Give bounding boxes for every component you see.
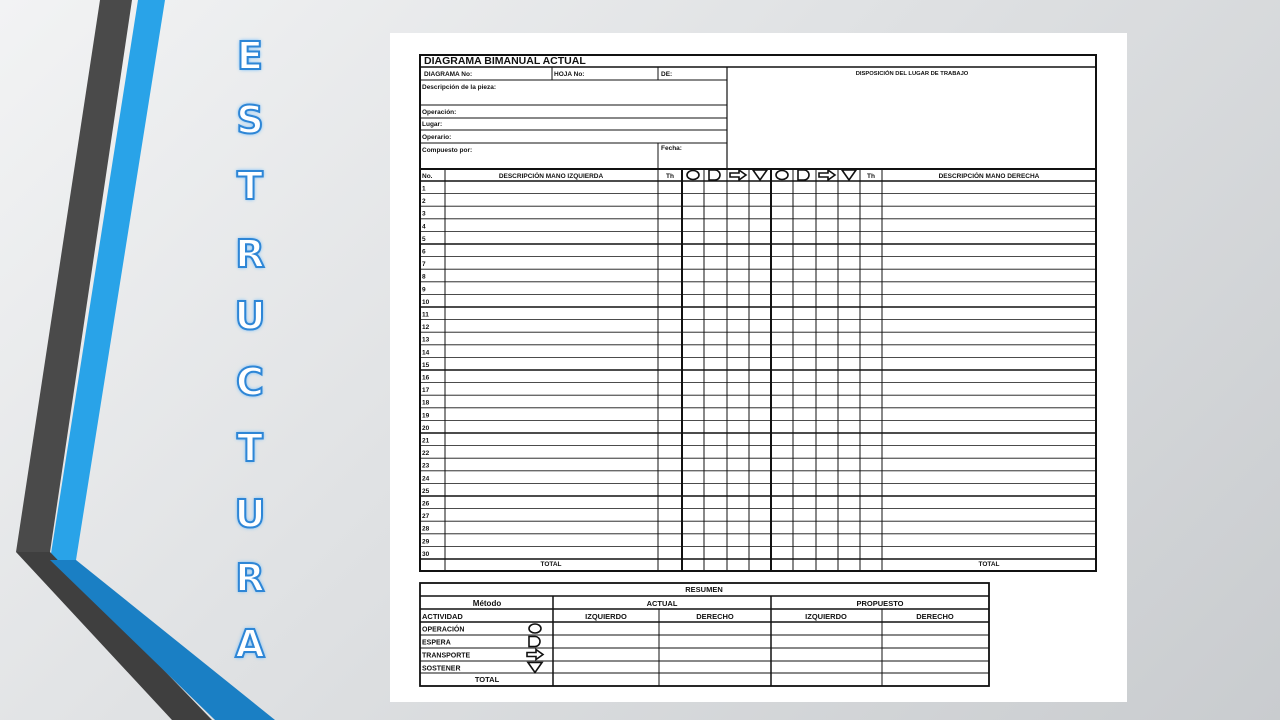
row-number: 24 <box>422 475 430 483</box>
resumen-actividad: ACTIVIDAD <box>422 612 463 621</box>
title-letter: T <box>237 426 263 470</box>
title-letter: A <box>235 622 265 666</box>
form-box <box>420 55 1096 571</box>
field-operacion: Operación: <box>422 109 457 116</box>
form-drawing <box>390 33 1127 702</box>
row-number: 3 <box>422 210 426 218</box>
row-number: 12 <box>422 324 430 332</box>
row-number: 11 <box>422 311 429 319</box>
row-number: 25 <box>422 487 430 495</box>
title-letter: R <box>235 232 265 276</box>
row-number: 14 <box>422 349 430 357</box>
field-hoja-no: HOJA No: <box>554 71 585 78</box>
activity-label: SOSTENER <box>422 665 461 673</box>
triangle-down-icon <box>528 663 542 673</box>
column-header-th-left: Th <box>666 173 674 180</box>
row-number: 18 <box>422 399 430 407</box>
row-number: 26 <box>422 500 430 508</box>
field-diagrama-no: DIAGRAMA No: <box>424 71 473 78</box>
row-number: 17 <box>422 387 430 395</box>
column-header-no: No. <box>422 173 433 180</box>
row-number: 15 <box>422 361 430 369</box>
column-header-th-right: Th <box>867 173 875 180</box>
dark-stripe-lower <box>16 552 212 720</box>
arrow-right-icon <box>730 170 746 180</box>
triangle-down-icon <box>842 170 856 180</box>
field-de: DE: <box>661 71 673 78</box>
field-compuesto-por: Compuesto por: <box>422 147 473 154</box>
row-number: 5 <box>422 235 426 243</box>
row-number: 28 <box>422 525 430 533</box>
activity-label: OPERACIÓN <box>422 626 465 634</box>
title-letter: C <box>236 360 264 404</box>
row-number: 20 <box>422 424 430 432</box>
row-number: 16 <box>422 374 430 382</box>
resumen-total: TOTAL <box>474 675 500 684</box>
column-header-right-hand: DESCRIPCIÓN MANO DERECHA <box>938 173 1040 180</box>
row-number: 29 <box>422 538 430 546</box>
field-disposicion: DISPOSICIÓN DEL LUGAR DE TRABAJO <box>855 71 969 77</box>
row-number: 7 <box>422 261 426 269</box>
circle-icon <box>687 171 699 180</box>
resumen-derecho-actual: DERECHO <box>696 612 734 621</box>
row-number: 19 <box>422 412 430 420</box>
row-number: 6 <box>422 248 426 256</box>
resumen-derecho-propuesto: DERECHO <box>916 612 954 621</box>
row-number: 2 <box>422 198 426 206</box>
field-lugar: Lugar: <box>422 121 443 128</box>
row-number: 27 <box>422 513 430 521</box>
resumen-actual: ACTUAL <box>646 599 678 608</box>
title-letter: E <box>237 34 263 78</box>
row-number: 13 <box>422 336 430 344</box>
triangle-down-icon <box>753 170 767 180</box>
d-shape-icon <box>798 170 809 180</box>
row-number: 4 <box>422 223 426 231</box>
row-number: 1 <box>422 185 426 193</box>
arrow-right-icon <box>527 650 543 660</box>
title-letter: R <box>235 556 265 600</box>
resumen-title: RESUMEN <box>685 585 723 594</box>
row-number: 21 <box>422 437 430 445</box>
row-number: 10 <box>422 298 430 306</box>
row-number: 23 <box>422 462 430 470</box>
title-letter: S <box>236 98 264 142</box>
resumen-propuesto: PROPUESTO <box>856 599 904 608</box>
activity-label: ESPERA <box>422 639 451 647</box>
row-number: 9 <box>422 286 426 294</box>
row-number: 8 <box>422 273 426 281</box>
title-letter: T <box>237 164 263 208</box>
circle-icon <box>529 624 541 633</box>
row-number: 22 <box>422 450 430 458</box>
circle-icon <box>776 171 788 180</box>
arrow-right-icon <box>819 170 835 180</box>
form-title: DIAGRAMA BIMANUAL ACTUAL <box>424 55 586 67</box>
bimanual-diagram-form <box>390 33 1127 702</box>
activity-label: TRANSPORTE <box>422 652 471 660</box>
field-descripcion-pieza: Descripción de la pieza: <box>422 84 497 91</box>
title-letter: U <box>234 492 266 536</box>
d-shape-icon <box>529 637 540 647</box>
d-shape-icon <box>709 170 720 180</box>
total-right: TOTAL <box>978 561 1000 568</box>
resumen-izquierdo-actual: IZQUIERDO <box>585 612 627 621</box>
title-letter: U <box>234 294 266 338</box>
row-number: 30 <box>422 550 430 558</box>
resumen-metodo: Método <box>472 599 502 608</box>
field-fecha: Fecha: <box>661 145 682 152</box>
resumen-izquierdo-propuesto: IZQUIERDO <box>805 612 847 621</box>
field-operario: Operario: <box>422 134 452 141</box>
column-header-left-hand: DESCRIPCIÓN MANO IZQUIERDA <box>498 173 604 180</box>
total-left: TOTAL <box>540 561 562 568</box>
